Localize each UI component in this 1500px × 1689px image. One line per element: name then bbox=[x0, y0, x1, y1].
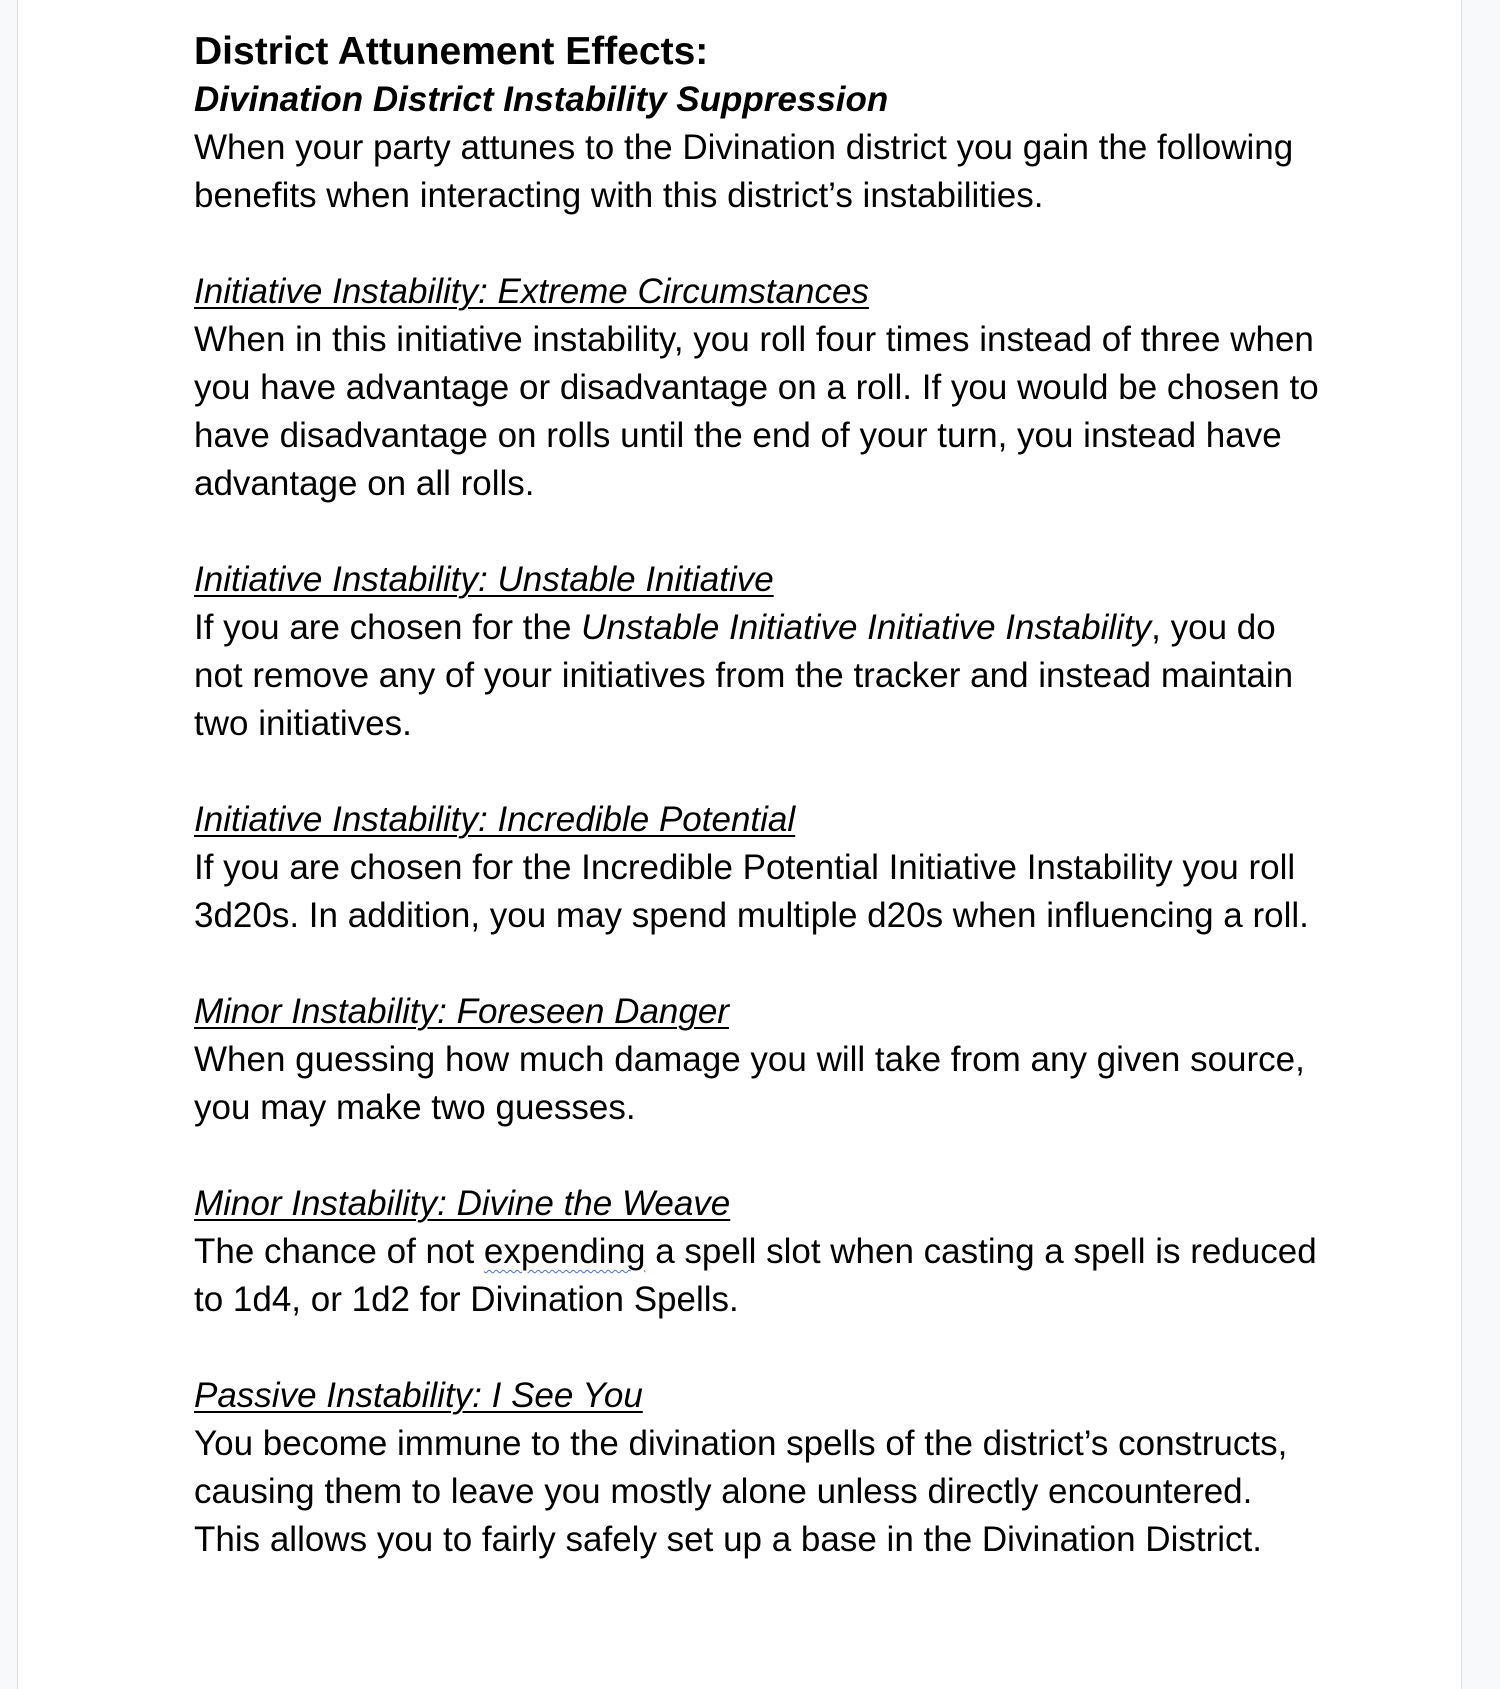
section-heading: Initiative Instability: Extreme Circumstances bbox=[194, 272, 869, 311]
section-heading: Initiative Instability: Unstable Initiative bbox=[194, 560, 774, 599]
spellcheck-flagged-word[interactable]: expending bbox=[483, 1232, 646, 1271]
spacer bbox=[194, 508, 1324, 556]
document-body[interactable] bbox=[194, 28, 1324, 1564]
document-title: District Attunement Effects: bbox=[194, 30, 709, 73]
section-heading: Minor Instability: Divine the Weave bbox=[194, 1184, 731, 1223]
section-heading: Initiative Instability: Incredible Potential bbox=[194, 800, 796, 839]
section-body: You become immune to the divination spells of the district’s constructs, causing them to leave you mostly alone unless directly encountered. This allows you to fairly safely set up a base in the Divination District. bbox=[194, 1424, 1288, 1559]
section-body bbox=[194, 604, 1324, 748]
intro-paragraph: When your party attunes to the Divination district you gain the following benefits when interacting with this district’s instabilities. bbox=[194, 128, 1294, 215]
section-heading: Minor Instability: Foreseen Danger bbox=[194, 992, 729, 1031]
section-body: When guessing how much damage you will take from any given source, you may make two guesses. bbox=[194, 1040, 1305, 1127]
spacer bbox=[194, 1324, 1324, 1372]
section-heading: Passive Instability: I See You bbox=[194, 1376, 643, 1415]
section-body: When in this initiative instability, you roll four times instead of three when you have advantage or disadvantage on a roll. If you would be chosen to have disadvantage on rolls until the end of your turn, you instead have advantage on all rolls. bbox=[194, 320, 1319, 503]
document-page[interactable] bbox=[17, 0, 1462, 1689]
section-body bbox=[194, 1228, 1324, 1324]
spacer bbox=[194, 748, 1324, 796]
spacer bbox=[194, 220, 1324, 268]
body-text: a spell slot when casting a spell is reduced to 1d4, or 1d2 for Divination Spells. bbox=[194, 1232, 1317, 1319]
spacer bbox=[194, 940, 1324, 988]
body-text: If you are chosen for the bbox=[194, 608, 582, 647]
body-text: The chance of not bbox=[194, 1232, 484, 1271]
body-italic-text: Unstable Initiative Initiative Instability bbox=[581, 608, 1152, 647]
document-subtitle: Divination District Instability Suppression bbox=[194, 80, 889, 119]
section-body: If you are chosen for the Incredible Potential Initiative Instability you roll 3d20s. In addition, you may spend multiple d20s when influencing a roll. bbox=[194, 848, 1309, 935]
spacer bbox=[194, 1132, 1324, 1180]
body-text: , you do not remove any of your initiatives from the tracker and instead maintain two initiatives. bbox=[194, 608, 1294, 743]
